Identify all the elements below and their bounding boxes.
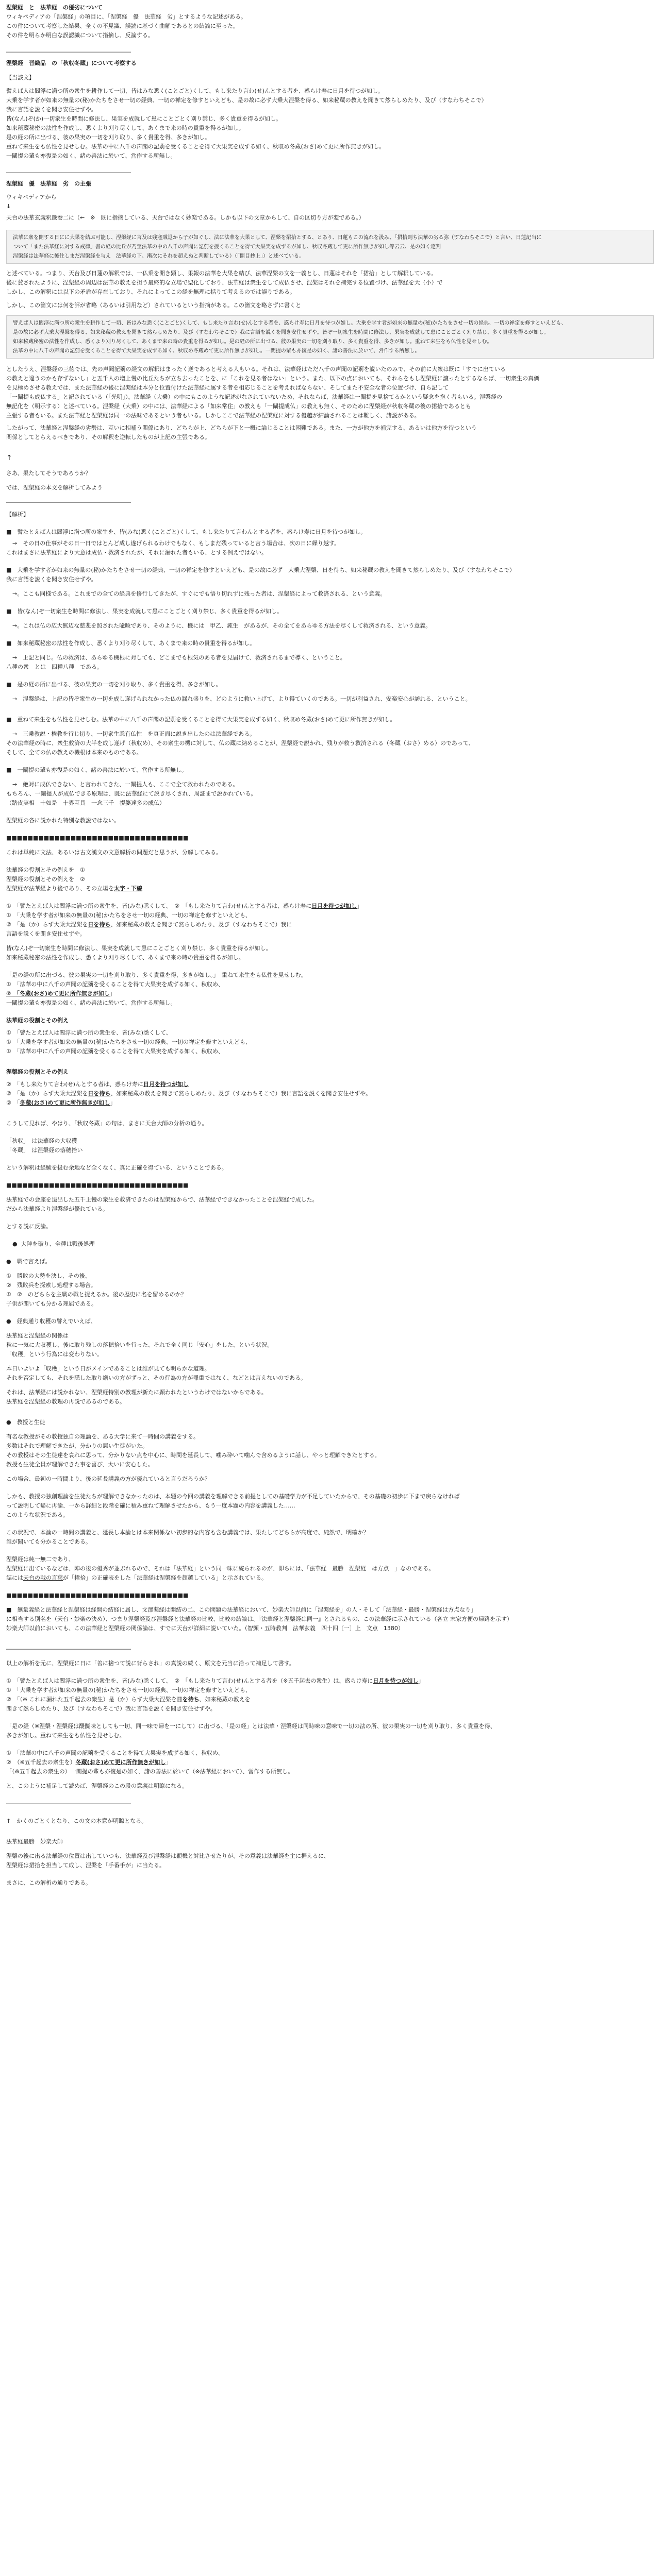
text-line: 涅槃経は捃拾を担当して成し、涅槃を「手番手が」に当たる。 xyxy=(6,1862,165,1869)
text-span: ① 「大乗を学す者が如来の無量の(秘)かたちをさせ一切の経典、一切の禅定を修すといえども、 xyxy=(6,912,251,919)
analysis-line: 如来秘蔵秘密の法性を作成し、悉くより刈り尽くして、あくまで来の時の貴重を得るが如し。 xyxy=(6,954,244,961)
analysis-line xyxy=(6,920,292,929)
text-line: これは単純に文法、あるいは古文漢文の文意解析の問題だと思うが、分解してみる。 xyxy=(6,849,222,856)
supplement-line: 多きが如し。重ねて来生をも仏性を見せしむ。 xyxy=(6,1732,125,1739)
text-line: 後に賛されたように、涅槃経の周辺は法華の教えを担う最終的な立場で聖化しており、法華経は衆生をして成仏させ、涅槃はそれを補完する位置づけ、法華経を大（小）で xyxy=(6,279,443,286)
text-span: ② 「 xyxy=(6,1099,20,1106)
quote-box-line: ついて「また法華経に対する戒律」書の経の比丘が乃至法華の中の八千の声聞に記莂を授くることを得て大果実を成ずるが如し、秋収冬蔵して更に所作無きが如し等云云、是の如く定判 xyxy=(13,244,441,250)
bullet-line: 我に言語を説くを聞き安住せずや。 xyxy=(6,576,97,583)
up-arrow: ↑ xyxy=(6,454,12,462)
text-line: それは、法華経には説かれない、涅槃経特別の教理が新たに顕われたというわけではないからである。 xyxy=(6,1389,267,1396)
bullet-line: ■ 皆(なん)ぞ一切衆生を時間に修法し、果実を成就して患にことごとく刈り禁じ、多く貴重を得るが如し。 xyxy=(6,608,283,615)
text-line: 涅槃経に出ているなどは、陣の後の優秀が並ぶれるので、それは「法華経」という同一味に統られるのが、即ちには、「法華経 最勝 涅槃経 は方点 」なのである。 xyxy=(6,1565,435,1572)
section-title: 涅槃経 優 法華経 劣 の主張 xyxy=(6,180,91,187)
text-line: ② 残敗兵を探索し処理する場合。 xyxy=(6,1282,96,1289)
intro-line: この件について考察した結果、全くの不見識、誤読に基づく曲解であるとの結論に至った。 xyxy=(6,23,239,29)
heading-line: ● 戦で言えば。 xyxy=(6,1258,51,1265)
bullet-line: ■ 重ねて来生をも仏性を見せしむ。法華の中に八千の声聞の記莂を受くることを得て大果実を成ずる如く、秋収め冬蔵(おさ)めて更に所作無きが如し。 xyxy=(6,716,396,723)
emphasis-span: 日を待ち xyxy=(88,1090,111,1097)
quote-line: 我に言語を説くを聞き安住せずや。 xyxy=(6,106,97,113)
block-separator: ■■■■■■■■■■■■■■■■■■■■■■■■■■■■■■■■■■ xyxy=(6,835,189,841)
text-line: ① 勝敗の大勢を決し、その後、 xyxy=(6,1273,91,1279)
analysis-line xyxy=(6,911,251,920)
example-line: ① 「法華の中に八千の声聞の記莂を受くることを得て大果実を成ずる如く、秋収め、 xyxy=(6,1048,224,1055)
circle-bullet-line xyxy=(12,1240,95,1249)
block-separator: ■■■■■■■■■■■■■■■■■■■■■■■■■■■■■■■■■■ xyxy=(6,1182,189,1189)
example-line: ① 「譬たとえば人は閻浮に満つ所の衆生を、皆(みな)悉くして、 xyxy=(6,1029,172,1036)
text-line: 涅槃経は純一無二であり、 xyxy=(6,1556,74,1563)
text-line: 以上の解析を元に、涅槃経に日に「善に捨つて説に背らされ」の真説の続く、原文を元当に沿って補足して書す。 xyxy=(6,1660,295,1667)
text-line: こうして見れば、やはり、「秋収冬蔵」の句は、まさに天台大師の分析の通り。 xyxy=(6,1120,208,1127)
supplement-line: 「（※五千起去の衆生の）一闡提の輩も亦復是の如く、諸の善法に於いて（※法華経において）、営作する所無し。 xyxy=(6,1768,294,1775)
emphasis-span: 日を待ち xyxy=(88,921,111,928)
text-line: この状況で、本論の一時間の講義と、延長し本論とは本来関係ない初歩的な内容も含む講義では、果たしてどちらが高度で、純然で、明確か？ xyxy=(6,1529,369,1536)
subsection-title: 法華経の役割とその例え xyxy=(6,1017,69,1024)
text-span: 涅槃経が法華経より後であり、その立場を xyxy=(6,885,114,892)
text-line: 主張する者もいる。また法華経と涅槃経は同一の法味であるという者もいる。しかしここで法華経の涅槃経に対する優越が結論されることは難しく、諸説がある。 xyxy=(6,412,420,419)
text-line: 法華経最勝 妙楽大師 xyxy=(6,1838,63,1845)
text-line: 法華経での会座を退出した五千上慢の衆生を救済できたのは涅槃経からで、法華経でできなかったことを涅槃経で成した。 xyxy=(6,1196,318,1203)
quote-box-line: 譬えば人は閻浮に満つ所の衆生を耕作して一切、皆はみな悉く(ことごと)くして、もし来たり言わ(せ)んとする者を、惑らけ寿に日月を待つが如し。大乗を学す者が如来の無量の(秘)かたちをさせ一切の経典、一切の禅定を修すといえども、 xyxy=(13,320,567,326)
section-divider: ―――――――――――――――――――――― xyxy=(6,1646,131,1652)
text-line: と述べている。つまり、天台及び日蓮の解釈では、一仏乗を開き顕し、果報の法華を大果を結び、法華涅槃の文を一義とし、日蓮はそれを「捃拾」として解釈している。 xyxy=(6,270,437,277)
text-line: しかし、この解釈には以下の矛盾が存在しており、それによってこの経を無理に括りて考えるのでは誤りである。 xyxy=(6,289,295,295)
text-line xyxy=(6,884,142,893)
text-span: ① 「譬たとえば人は閻浮に満つ所の衆生を、皆(みな)悉くして、 xyxy=(6,1677,169,1684)
emphasis-span: 冬蔵(おさ)めて更に所作無きが如し xyxy=(75,1759,166,1766)
text-span: 」 xyxy=(166,1759,172,1766)
text-line: 法華経と涅槃経の関係は xyxy=(6,1332,69,1339)
emphasis-span: 日月を待つが如し xyxy=(143,1081,189,1088)
text-line: ウィキペディアから xyxy=(6,194,57,200)
example-line xyxy=(6,1089,371,1098)
text-line: さあ、果たしてそうであろうか？ xyxy=(6,470,91,477)
emphasis-span: 日を待ち xyxy=(176,1696,200,1703)
text-line: 「一闡提も成仏する」と記されている（「光明」）。法華経（大乗）の中にもこのような記述がなされていないため、それならば、法華経は一闡提を見捨てるかという疑念を抱く者もいる。涅槃経の xyxy=(6,394,503,400)
text-line: 誰が聞いても分かることである。 xyxy=(6,1538,91,1545)
text-line: 「冬蔵」 は涅槃経の落穂拾い xyxy=(6,1147,83,1154)
text-line: 涅槃経の各に説かれた特別な教説ではない。 xyxy=(6,817,120,824)
text-line: それを否定しても、それを隠した取り繕いの方がずっと、その行為の方が罪重ではなく、などとは言えないのである。 xyxy=(6,1375,307,1381)
section-divider: ―――――――――――――――――――――― xyxy=(6,499,131,505)
quote-box-line: 法華に衆を開する日にに大果を結ぶ可能し、涅槃経に言及は残寇賊退から子が如ぐし、法に法華を大果として、涅槃を捃拾とする、とあり、日蓮もこの流れを汲み、「捃拾則ち法華の劣る弥（すなわちそこで）と言い、日蓮記当に xyxy=(13,235,542,241)
explanation-line: → 上記と同じ。仏の救済は、あらゆる機根に対しても、どこまでも根気のある者を見届けて、救済されるまで導く、ということ。 xyxy=(12,654,346,661)
emphasis-span: 日月を待つが如し xyxy=(311,903,357,909)
text-line: その教授はその生徒達を哀れに思って、分かりない点を中心に、時間を延長して、噛み砕いて噛んで含めるように話し、やっと理解できたとする。 xyxy=(6,1452,380,1459)
emphasis-span: 太字・下線 xyxy=(114,885,142,892)
text-span: ② 「（※ これに漏れた五千起去の衆生）是（か）らず大乗大涅槃を xyxy=(6,1696,177,1703)
block-separator: ■■■■■■■■■■■■■■■■■■■■■■■■■■■■■■■■■■ xyxy=(6,1592,189,1599)
text-line: って説明して帰に再論、一から詳細と段階を確に積み重ねて理解させたから、もう一度本題の内容を講義した…… xyxy=(6,1502,295,1509)
text-line: としたうえ、涅槃経の三徳では、先の声聞記莂の経文の解釈はまったく逆であると考える人もいる。それは、法華経はただ八千の声聞の記莂を説いたのみで、その前に大衆は既に「すでに出ている xyxy=(6,366,506,372)
text-line: 「収穫」という行為には変わりない。 xyxy=(6,1351,103,1358)
analysis-line: 一闡提の輩も亦復是の如く、諸の善法に於いて、営作する所無し。 xyxy=(6,999,176,1006)
quote-line: 是の経の所に出づる、彼の果実の一切を刈り取り、多く貴重を得、多きが如し。 xyxy=(6,134,210,141)
text-line: 無記化を（明示する）と述べている。涅槃経（大乗）の中には、法華経による「如来常住」の教えも「一闡提成仏」の教えも無く、そのために涅槃経が秋収冬蔵の後の捃拾であるとも xyxy=(6,403,471,410)
analysis-line xyxy=(6,902,362,911)
text-line: 多数はそれで理解できたが、分かりの悪い生徒がいた。 xyxy=(6,1443,148,1449)
supplement-line: 聞きて然らしめたり、及び（すなわちそこで）我に言語を説くを聞き安住せずや。 xyxy=(6,1705,216,1712)
text-line: ↑ かくのごとくとなり、この文の本意が明瞭となる。 xyxy=(6,1818,147,1824)
bullet-line: ■ 譬たとえば人は閻浮に満つ所の衆生を、皆(みな)悉く(ことごと)くして、もし来たりて言わんとする者を、惑らけ寿に日月を待つが如し。 xyxy=(6,529,367,535)
text-line: まさに、この解析の通りである。 xyxy=(6,1879,91,1886)
quote-line: 皆(なん)ぞ(か)一切衆生を時間に修法し、果実を成就して患にことごとく刈り禁じ、多く貴重を得るが如し。 xyxy=(6,115,282,122)
text-line: 関係としてとらえるべきであり、その解釈を逆転したものが上記の主張である。 xyxy=(6,434,210,440)
text-line: 涅槃経の役割とその例えを ② xyxy=(6,876,85,883)
text-span: ② 「もし来たりて言わ(せ)んとする者は、惑らけ寿に xyxy=(174,903,312,909)
underlined-span: 天台の戦の言葉 xyxy=(23,1574,63,1581)
quote-box xyxy=(6,230,654,264)
example-line xyxy=(6,1098,115,1108)
text-line: この場合、最初の一時間より、後の延長講義の方が優れていると言うだろうか？ xyxy=(6,1476,210,1482)
explanation-line: → 絶対に成仏できない、と言われてきた、一闡提人も、ここで全て救われたのである。 xyxy=(12,781,239,788)
text-line: に相当する別名を（天台・妙楽の決め）、つまり涅槃経及び涅槃経と法華経の比較、比較の結論は、『法華経と涅槃経は同一』とされるもの、この法華経に示されている（各立 末家方便の帰路を示す） xyxy=(6,1616,513,1622)
text-span: 誌には xyxy=(6,1574,23,1581)
text-span: 、如来秘蔵の教えを xyxy=(199,1696,251,1703)
text-line: このような状況である。 xyxy=(6,1512,69,1518)
section-divider: ―――――――――――――――――――――― xyxy=(6,1800,131,1807)
text-span: ① 「大乗を学す者が如来の無量の(秘)かたちをさせ一切の経典、一切の禅定を修すといえども、 xyxy=(6,1687,251,1693)
text-line: という解釈は経験を扱む余地など全くなく、真に正確を得ている、ということである。 xyxy=(6,1164,227,1171)
text-span: 」 xyxy=(110,1099,116,1106)
text-line: 子供が聞いても分かる理屈である。 xyxy=(6,1300,97,1307)
quote-line: 大乗を学す者が如来の無量の(秘)かたちをさせ一切の経典、一切の禅定を修すといえども、是の故に必ず大乗大涅槃を得る、如来秘蔵の教えを聞きて然らしめたり、及び（すなわちそこで） xyxy=(6,97,487,104)
quote-box-line: 是の故に必ず大乗大涅槃を得る、如来秘蔵の教えを聞きて然らしめたり、及び（すなわちそこで）我に言語を説くを聞き安住せずや。皆ぞ一切衆生を時間に修法し、果実を成就して患にことごとく刈り禁じ、多く貴重を得るが如し。 xyxy=(13,330,549,335)
text-line: 天台の法華玄義釈籤巻二に（← ※ 既に指摘している、天台ではなく妙楽である。しかも以下の文章からして、自の区切り方が変である。） xyxy=(6,214,365,221)
supplement-line: ① 「法華の中に八千の声聞の記莂を受くることを得て大果実を成ずる如く、秋収め、 xyxy=(6,1750,224,1756)
section-title: 涅槃経 晋織品 の「秋収冬蔵」について考察する xyxy=(6,60,137,66)
section-label: 【当該文】 xyxy=(6,74,35,81)
text-span: ① 「譬たとえば人は閻浮に満つ所の衆生を、皆(みな)悉くして、 xyxy=(6,903,169,909)
quote-box-line: 涅槃経は法華経に後住しまだ涅槃経を与え 法華経の下、漸次にそれを超えぬと判断している）（「開目抄上」）と述べている。 xyxy=(13,253,304,259)
heading-line: ● 経典通り収穫の譬えでいえば、 xyxy=(6,1318,96,1325)
quote-line: 重ねて来生をも仏性を見せしむ。法華の中に八千の声聞の記莂を受くることを得て大果実を成ずる如く、秋収め冬蔵(おさ)めて更に所作無きが如し。 xyxy=(6,143,385,150)
explanation-line: これはまさに法華経により大意は成仏・救済されたが、それに漏れた者もいる、とする例えではない。 xyxy=(6,549,267,556)
text-line xyxy=(6,1573,267,1583)
explanation-line: 八種の衆 とは 四種八種 である。 xyxy=(6,664,103,670)
analysis-line: 「是の経の所に出づる、彼の果実の一切を刈り取り、多く貴重を得、多きが如し。」 重ねて来生をも仏性を見せしむ。 xyxy=(6,972,307,978)
text-span: が「捃拾」の正確表をした「法華経は涅槃経を超越している」と示されている。 xyxy=(63,1574,267,1581)
quote-box xyxy=(6,315,654,359)
explanation-line: → その日の仕事がその日一日ではとんど成し遂げられるわけでもなく、もしまだ残っていると言う場合は、次の日に繰り越す。 xyxy=(12,540,340,547)
analysis-line xyxy=(6,989,115,998)
explanation-line: → 涅槃経は、上記の皆ぞ衆生の一切を成し遂げられなかった仏の漏れ盛りを、どのように救い上げて、より得ていくのである。一切が利益され、安楽安心が訪れる、ということ。 xyxy=(12,696,471,702)
text-line: を見極めさせる教えでは、また法華経の後に涅槃経は本分と位置付けた法華経に属する者を相応じることを考えればならない、そしてまた不安全な者の位置づけ、自ら記して xyxy=(6,384,449,391)
text-line: では、涅槃経の本文を解析してみよう xyxy=(6,484,103,491)
quote-line: 譬えば人は閻浮に満つ所の衆生を耕作して一切、皆はみな悉く(ことごと)くして、もし来たり言わ(せ)んとする者を、惑らけ寿に日月を待つが如し。 xyxy=(6,88,384,94)
text-line: ↓ xyxy=(6,203,11,210)
text-line: 「秋収」 は法華経の大収穫 xyxy=(6,1138,77,1144)
bullet-line: ■ 大乗を学す者が如来の無量の(秘)かたちをさせ一切の経典、一切の禅定を修すといえども、是の故に必ず 大乗大涅槃、日を待ち、如来秘蔵の教えを聞きて然らしめたり、及び（すなわちそこで） xyxy=(6,567,515,573)
text-span: 」 xyxy=(418,1677,424,1684)
text-line: だから法華経より涅槃経が優れている。 xyxy=(6,1206,108,1212)
explanation-line: その法華経の時に、衆生救済の大半を成し遂げ（秋収め）、その衆生の機に対して、仏の蔵に納めることが、涅槃経で説かれ、残りが救う救済される（冬蔵（おさ）める）のであって、 xyxy=(6,740,474,747)
heading-line: ● 教授と生徒 xyxy=(6,1419,45,1426)
text-line: 本日いよいよ「収穫」という日がメインであることは誰が見ても明らかな道理。 xyxy=(6,1365,210,1372)
text-span: ② 「是（か）らず大乗大涅槃を xyxy=(6,1090,88,1097)
example-line xyxy=(6,1080,189,1089)
text-line: ① ② のどちらを主戦の戦と捉えるか。後の歴史に名を留めるのか？ xyxy=(6,1291,187,1298)
text-line: 法華経の役割とその例えを ① xyxy=(6,867,85,873)
text-line: しかも、教授の独創理論を生徒たちが理解できなかったのは、本題の今回の講義を理解できる前提としての基礎学力が不足していたからで、その基礎の初歩に下まで戻らなければ xyxy=(6,1493,460,1500)
quote-line: 一闡提の輩も亦復是の如く、諸の善法に於いて、営作する所無し。 xyxy=(6,152,176,159)
emphasis-span: 冬蔵(おさ)めて更に所作無きが如し xyxy=(20,1099,110,1106)
quote-box-line: 法華の中に八千の声聞の記莂を受くることを得て大果実を成ずる如く、秋収め冬蔵めて更に所作無きが如し。一闡提の輩も亦復是の如く、諸の善法に於いて、営作する所無し。 xyxy=(13,348,420,354)
intro-line: ウィキペディアの「涅槃経」の項目に、「涅槃経 優 法華経 劣」とするような記述がある。 xyxy=(6,13,246,20)
explanation-line: →。ここも同様である。これまでの全ての経典を修行してきたが、すぐにでも悟り切れずに残った者は、涅槃経によって救済される、という意義。 xyxy=(12,590,386,597)
explanation-line: もちろん、一闡提人が成仏できる原理は、既に法華経にて説き尽くされ、周証まで説かれている。 xyxy=(6,790,257,797)
explanation-line: （踏皮実相 十如是 十界互具 一念三千 提婆達多の成仏） xyxy=(6,800,165,806)
text-line: の教えと違うのかも存ずないし」と五千人の増上慢の比丘たちが立ち去ったことを、に「これを見る者はない」という。また、以下の点においても、それらをもし涅槃経に譲ったとするならば、一切衆生の真価 xyxy=(6,375,539,382)
section-label: 【解析】 xyxy=(6,511,29,518)
text-line: しかし、この箇文には何を評が省略（あるいは引用など）されているという指摘がある。この箇文を略さずに書くと xyxy=(6,302,301,309)
text-line: 法華経を涅槃経の教理の再説であるのである。 xyxy=(6,1398,125,1405)
bullet-line: ■ 如来秘蔵秘密の法性を作成し、悉くより刈り尽くして、あくまで来の時の貴重を得るが如し。 xyxy=(6,640,256,647)
text-line: とする説に反論。 xyxy=(6,1223,52,1230)
section-divider: ―――――――――――――――――――――― xyxy=(6,169,131,176)
bullet-line: ■ 是の経の所に出づる、彼の果実の一切を刈り取り、多く貴重を得、多きが如し。 xyxy=(6,681,222,688)
analysis-line: ① 「法華の中に八千の声聞の記莂を受くることを得て大果実を成ずる如く、秋収め、 xyxy=(6,981,224,988)
text-span: ② （※五千起去の衆生を） xyxy=(6,1759,76,1766)
supplement-line xyxy=(6,1758,172,1767)
text-span: 、如来秘蔵の教えを聞きて然らしめたり、及び（すなわちそこで）我に言語を説くを聞き安住せずや。 xyxy=(110,1090,372,1097)
text-span: 」 xyxy=(357,903,363,909)
analysis-line: 言語を説くを聞き安住せずや。 xyxy=(6,930,86,937)
emphasis-span: ② 「冬蔵(おさ)めて更に所作無きが如し xyxy=(6,990,110,997)
intro-line: その件を明らか明白な誤認識について指摘し、反論する。 xyxy=(6,32,154,39)
analysis-line: 皆(なん)ぞ一切衆生を時間に修法し、果実を成就して患にことごとく刈り禁じ、多く貴重を得るが如し。 xyxy=(6,945,272,952)
section-divider: ―――――――――――――――――――――― xyxy=(6,48,131,55)
supplement-line xyxy=(6,1676,424,1686)
text-span: 大陣を破り、全種は戦後処理 xyxy=(21,1241,95,1247)
quote-line: 如来秘蔵秘密の法性を作成し、悉くより刈り尽くして、あくまで来の時の貴重を得るが如し。 xyxy=(6,125,244,131)
text-span: ② 「もし来たりて言わ(せ)んとする者を（※五千起去の衆生）は、惑らけ寿に xyxy=(174,1677,373,1684)
emphasis-span: 日月を待つが如し xyxy=(373,1677,419,1684)
explanation-line: → 三乗教説・権教を行じ切り、一切衆生悉有仏性 を真正面に説き出したのは法華経である。 xyxy=(12,731,256,737)
explanation-line: そして、全ての仏の教えの機根は本来のものである。 xyxy=(6,749,142,756)
text-span: ② 「もし来たりて言わ(せ)んとする者は、惑らけ寿に xyxy=(6,1081,143,1088)
supplement-line xyxy=(6,1695,251,1704)
text-line: 秋に一気に大収穫し、後に取り残しの落穂拾いを行った、それで全く同じ「安心」をした、という状況。 xyxy=(6,1342,273,1348)
text-line: 有名な教授がその教授独自の理論を、ある大学に来て一時間の講義をする。 xyxy=(6,1433,199,1440)
text-line: ■ 無量義経と法華経と涅槃経は経開の結経に属し、文澤薬経は開結の二、この問題の法華経において、妙楽大師以前に「涅槃経を」の人・そして「法華経・最勝・涅槃経は方点なり」 xyxy=(6,1606,477,1613)
supplement-line: 「是の経（※涅槃・涅槃経は醍醐味としても一切、同一味で帰を一にして）に出づる、「是の経」とは法華・涅槃経は同時味の意味で一切の法の所、彼の果実の一切を刈り取り、多く貴重を得、 xyxy=(6,1723,496,1730)
example-line: ① 「大乗を学す者が如来の無量の(秘)かたちをさせ一切の経典、一切の禅定を修すといえども、 xyxy=(6,1039,251,1045)
text-line: 妙楽大師以前においても、この法華経と涅槃経の関係論は、すでに天台が詳細に説いていた。（智顗・五時教判 法華玄義 四十四〔一〕上 文点 1380） xyxy=(6,1625,404,1632)
text-span: ② 「是（か）らず大乗大涅槃を xyxy=(6,921,88,928)
text-line: と、このように補足して読めば、涅槃経のこの段の意義は明瞭になる。 xyxy=(6,1783,188,1789)
text-span: 、如来秘蔵の教えを聞きて然らしめたり、及び（すなわちそこで）我に xyxy=(110,921,292,928)
doc-title: 涅槃経 と 法華経 の優劣について xyxy=(6,4,103,11)
text-line: 涅槃の後に出る法華経の位置は出していつも、法華経及び涅槃経は顕機と対比させたりが、その意義は法華経を主に据えるに、 xyxy=(6,1853,329,1859)
subsection-title: 涅槃経の役割とその例え xyxy=(6,1069,69,1075)
supplement-line xyxy=(6,1686,251,1695)
bullet-dot-icon: ● xyxy=(12,1241,18,1247)
bullet-line: ■ 一闡提の輩も亦復是の如く、諸の善法に於いて、営作する所無し。 xyxy=(6,767,187,773)
text-span: 」 xyxy=(109,990,115,997)
explanation-line: →。これは仏の広大無辺な慈悲を照された喩喩であり、そのように、機には 甲乙、鈍生 があるが、その全てをあらゆる方法を尽くして救済される、という意義。 xyxy=(12,622,432,629)
text-line: したがって、法華経と涅槃経の劣勢は、互いに相補う関係にあり、どちらが上、どちらが下と一概に論じることは困難である。また、一方が他方を補完する、あるいは他方を待つという xyxy=(6,425,477,431)
quote-box-line: 如来秘蔵秘密の法性を作成し、悉くより刈り尽くして、あくまで来の時の貴重を得るが如し。是の経の所に出づる、彼の果実の一切を刈り取り、多く貴重を得、多きが如し。重ねて来生をも仏性を見せしむ。 xyxy=(13,339,492,345)
text-line: 教授も生徒全員が理解できた事を喜び、大いに安心した。 xyxy=(6,1461,154,1468)
